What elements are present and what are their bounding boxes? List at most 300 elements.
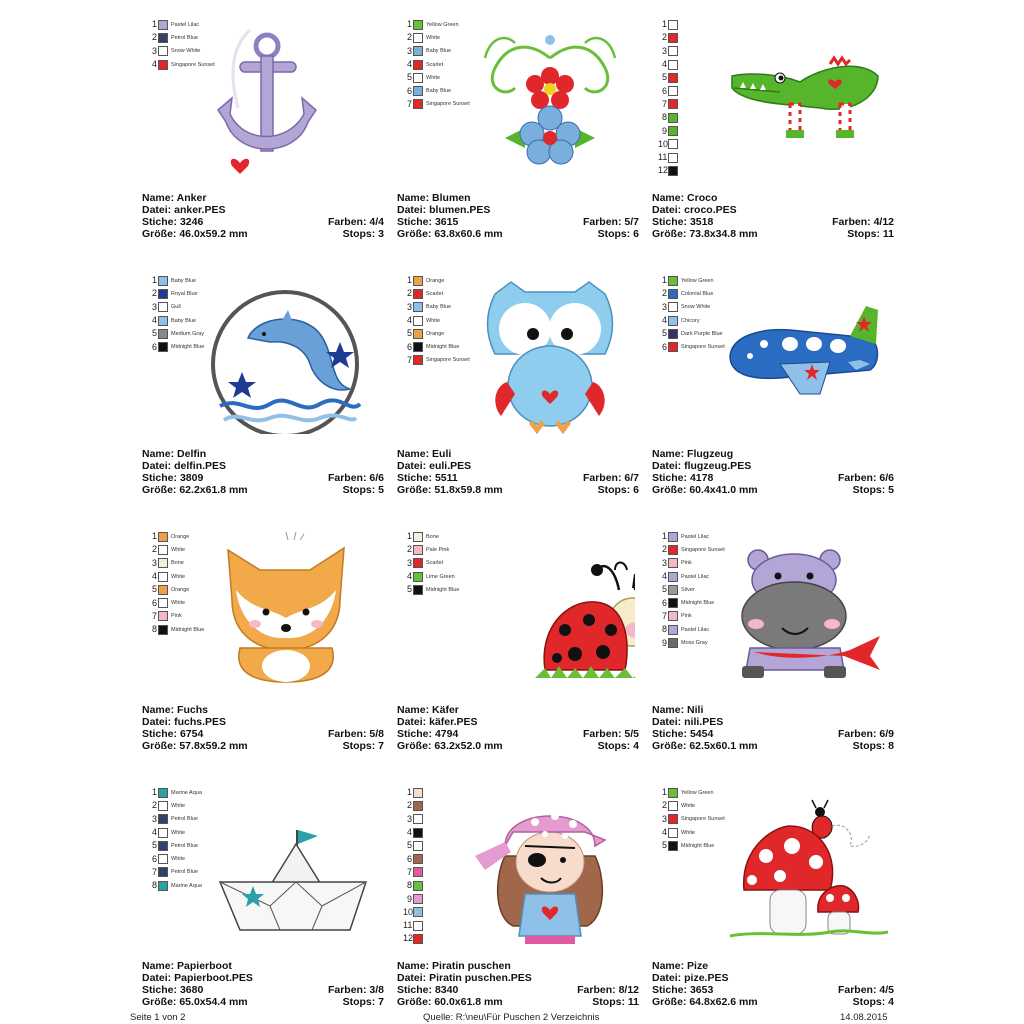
color-swatch bbox=[158, 625, 168, 635]
file-line bbox=[397, 460, 639, 472]
thread-row bbox=[148, 799, 202, 812]
page-number: Seite 1 von 2 bbox=[130, 1012, 186, 1023]
stitches-label: Stiche: bbox=[397, 472, 433, 484]
color-swatch bbox=[158, 814, 168, 824]
stitches-line bbox=[652, 728, 894, 740]
pirate-girl-icon bbox=[465, 786, 635, 946]
design-card-croco bbox=[650, 0, 905, 256]
crocodile-icon bbox=[720, 18, 890, 178]
thread-row bbox=[148, 274, 204, 287]
thread-color-name: Midnight Blue bbox=[681, 842, 715, 849]
file-label: Datei: bbox=[652, 716, 682, 728]
stitches-label: Stiche: bbox=[652, 984, 688, 996]
thread-number: 12 bbox=[403, 933, 414, 944]
design-card-papierboot bbox=[140, 768, 395, 1024]
size-label: Größe: bbox=[397, 996, 432, 1008]
thread-color-name: Medium Gray bbox=[171, 330, 205, 337]
thread-number: 2 bbox=[406, 544, 412, 555]
color-swatch bbox=[413, 99, 423, 109]
thread-color-name: Snow White bbox=[171, 48, 201, 55]
color-swatch bbox=[413, 532, 423, 542]
thread-number: 7 bbox=[406, 354, 412, 365]
thread-number: 8 bbox=[661, 624, 667, 635]
stitches-line bbox=[142, 728, 384, 740]
name-line bbox=[652, 704, 894, 716]
size-label: Größe: bbox=[652, 996, 687, 1008]
color-swatch bbox=[158, 20, 168, 30]
color-swatch bbox=[668, 86, 678, 96]
thread-row bbox=[403, 543, 459, 556]
thread-number: 6 bbox=[661, 85, 667, 96]
thread-row bbox=[403, 31, 470, 44]
stitch-count: 5511 bbox=[434, 472, 458, 484]
color-swatch bbox=[413, 907, 423, 917]
thread-row bbox=[658, 610, 725, 623]
thread-number: 1 bbox=[406, 19, 412, 30]
design-name: Anker bbox=[176, 192, 207, 204]
thread-color-name: Baby Blue bbox=[426, 88, 452, 95]
thread-number: 3 bbox=[661, 45, 667, 56]
design-name: Fuchs bbox=[177, 704, 208, 716]
stitches-label: Stiche: bbox=[142, 472, 178, 484]
thread-list bbox=[148, 530, 204, 636]
thread-number: 11 bbox=[403, 920, 413, 931]
thread-number: 7 bbox=[406, 866, 412, 877]
thread-row bbox=[658, 839, 725, 852]
thread-color-name: Yellow Green bbox=[681, 789, 714, 796]
color-swatch bbox=[413, 828, 423, 838]
color-swatch bbox=[158, 532, 168, 542]
color-swatch bbox=[158, 329, 168, 339]
thread-number: 1 bbox=[151, 19, 157, 30]
thread-row bbox=[148, 570, 204, 583]
thread-row bbox=[658, 58, 681, 71]
thread-number: 4 bbox=[661, 827, 667, 838]
stitch-count: 3615 bbox=[434, 216, 459, 228]
design-info bbox=[142, 960, 384, 1008]
file-line bbox=[397, 716, 639, 728]
thread-number: 4 bbox=[151, 571, 157, 582]
thread-row bbox=[658, 71, 681, 84]
stitch-count: 4794 bbox=[434, 728, 459, 740]
colors-label: Farben: bbox=[837, 728, 877, 740]
design-file: euli.PES bbox=[429, 460, 472, 472]
thread-number: 10 bbox=[658, 138, 669, 149]
thread-number: 8 bbox=[151, 624, 157, 635]
thread-color-name: Midnight Blue bbox=[426, 586, 460, 593]
fox-icon bbox=[210, 530, 380, 690]
stops-label: Stops: bbox=[597, 228, 631, 240]
color-swatch bbox=[158, 33, 168, 43]
thread-row bbox=[403, 799, 426, 812]
thread-color-name: Dark Purple Blue bbox=[681, 330, 723, 337]
color-swatch bbox=[158, 867, 168, 877]
design-size: 64.8x62.6 mm bbox=[689, 996, 758, 1008]
thread-row bbox=[658, 124, 681, 137]
color-swatch bbox=[413, 854, 423, 864]
thread-color-name: Baby Blue bbox=[426, 48, 452, 55]
color-swatch bbox=[413, 934, 423, 944]
thread-number: 3 bbox=[151, 813, 157, 824]
stops-label: Stops: bbox=[852, 484, 886, 496]
thread-row bbox=[403, 866, 426, 879]
stitches-line bbox=[652, 216, 894, 228]
stitches-line bbox=[652, 984, 894, 996]
stop-count: 11 bbox=[627, 996, 639, 1008]
thread-color-name: Scarlet bbox=[426, 560, 444, 567]
name-label: Name: bbox=[142, 448, 175, 460]
thread-row bbox=[403, 84, 470, 97]
thread-row bbox=[148, 314, 204, 327]
thread-color-name: White bbox=[426, 74, 441, 81]
color-swatch bbox=[158, 276, 168, 286]
name-line bbox=[397, 960, 639, 972]
thread-row bbox=[403, 557, 459, 570]
file-label: Datei: bbox=[397, 972, 427, 984]
thread-row bbox=[403, 919, 426, 932]
name-line bbox=[142, 448, 384, 460]
thread-number: 6 bbox=[406, 853, 412, 864]
thread-number: 3 bbox=[151, 557, 157, 568]
color-swatch bbox=[413, 302, 423, 312]
design-file: käfer.PES bbox=[429, 716, 478, 728]
colors-label: Farben: bbox=[577, 984, 616, 996]
thread-color-name: Yellow Green bbox=[426, 21, 459, 28]
file-label: Datei: bbox=[652, 972, 682, 984]
thread-row bbox=[403, 932, 426, 945]
file-line bbox=[652, 716, 894, 728]
ladybug-icon bbox=[465, 530, 635, 690]
design-card-kaefer bbox=[395, 512, 650, 768]
thread-number: 5 bbox=[151, 584, 157, 595]
thread-number: 8 bbox=[661, 112, 667, 123]
design-info bbox=[142, 704, 384, 752]
thread-number: 3 bbox=[406, 45, 412, 56]
color-count: 6/6 bbox=[369, 472, 384, 484]
thread-row bbox=[403, 314, 470, 327]
thread-number: 1 bbox=[151, 531, 157, 542]
thread-number: 5 bbox=[406, 840, 412, 851]
design-card-blumen bbox=[395, 0, 650, 256]
size-label: Größe: bbox=[142, 740, 177, 752]
design-size: 62.2x61.8 mm bbox=[179, 484, 248, 496]
design-size: 63.2x52.0 mm bbox=[434, 740, 503, 752]
thread-number: 4 bbox=[406, 59, 412, 70]
thread-number: 2 bbox=[406, 288, 412, 299]
thread-number: 4 bbox=[406, 571, 412, 582]
stitches-label: Stiche: bbox=[142, 728, 178, 740]
anchor-icon bbox=[210, 18, 380, 178]
thread-number: 1 bbox=[661, 19, 667, 30]
name-line bbox=[142, 704, 384, 716]
thread-color-name: Singapore Sunset bbox=[171, 61, 215, 68]
thread-number: 3 bbox=[406, 301, 412, 312]
size-label: Größe: bbox=[397, 228, 432, 240]
thread-color-name: Marine Aqua bbox=[171, 882, 202, 889]
thread-row bbox=[403, 354, 470, 367]
thread-number: 3 bbox=[406, 813, 412, 824]
design-size: 60.4x41.0 mm bbox=[689, 484, 758, 496]
thread-number: 3 bbox=[151, 301, 157, 312]
thread-row bbox=[148, 839, 202, 852]
color-swatch bbox=[668, 638, 678, 648]
stop-count: 4 bbox=[888, 996, 894, 1008]
thread-number: 2 bbox=[151, 800, 157, 811]
thread-number: 5 bbox=[661, 328, 667, 339]
design-size: 51.8x59.8 mm bbox=[434, 484, 503, 496]
thread-number: 6 bbox=[151, 853, 157, 864]
color-swatch bbox=[668, 788, 678, 798]
thread-number: 5 bbox=[661, 584, 667, 595]
thread-number: 1 bbox=[661, 275, 667, 286]
thread-number: 9 bbox=[406, 893, 412, 904]
stop-count: 4 bbox=[633, 740, 639, 752]
file-line bbox=[397, 972, 639, 984]
color-swatch bbox=[668, 841, 678, 851]
thread-color-name: White bbox=[681, 802, 696, 809]
color-swatch bbox=[413, 894, 423, 904]
file-line bbox=[142, 460, 384, 472]
thread-color-name: Midnight Blue bbox=[171, 626, 205, 633]
stop-count: 5 bbox=[888, 484, 894, 496]
thread-row bbox=[148, 31, 215, 44]
design-file: Papierboot.PES bbox=[174, 972, 253, 984]
name-label: Name: bbox=[652, 192, 685, 204]
file-label: Datei: bbox=[652, 460, 682, 472]
design-name: Käfer bbox=[432, 704, 459, 716]
thread-number: 3 bbox=[661, 557, 667, 568]
stitches-label: Stiche: bbox=[397, 216, 433, 228]
thread-color-name: Chicory bbox=[681, 317, 700, 324]
size-label: Größe: bbox=[397, 484, 432, 496]
thread-row bbox=[148, 58, 215, 71]
color-swatch bbox=[413, 585, 423, 595]
thread-row bbox=[658, 84, 681, 97]
file-line bbox=[652, 204, 894, 216]
thread-number: 7 bbox=[661, 98, 667, 109]
thread-number: 5 bbox=[661, 72, 667, 83]
thread-color-name: Royal Blue bbox=[171, 290, 198, 297]
thread-number: 6 bbox=[151, 341, 157, 352]
thread-color-name: Orange bbox=[426, 330, 445, 337]
size-line bbox=[142, 740, 384, 752]
colors-label: Farben: bbox=[832, 216, 871, 228]
color-count: 8/12 bbox=[618, 984, 639, 996]
color-swatch bbox=[158, 46, 168, 56]
paper-boat-icon bbox=[210, 786, 380, 946]
design-file: delfin.PES bbox=[174, 460, 227, 472]
thread-row bbox=[403, 786, 426, 799]
thread-row bbox=[658, 18, 681, 31]
thread-number: 9 bbox=[661, 125, 667, 136]
color-count: 3/8 bbox=[369, 984, 384, 996]
thread-number: 4 bbox=[151, 59, 157, 70]
thread-color-name: Lime Green bbox=[426, 573, 455, 580]
thread-row bbox=[403, 852, 426, 865]
thread-color-name: Singapore Sunset bbox=[426, 357, 470, 364]
thread-color-name: Marine Aqua bbox=[171, 789, 202, 796]
name-label: Name: bbox=[652, 448, 685, 460]
thread-color-name: White bbox=[171, 802, 186, 809]
size-label: Größe: bbox=[142, 484, 177, 496]
color-swatch bbox=[668, 153, 678, 163]
color-swatch bbox=[413, 73, 423, 83]
size-line bbox=[652, 996, 894, 1008]
color-swatch bbox=[158, 316, 168, 326]
design-file: pize.PES bbox=[684, 972, 729, 984]
thread-number: 2 bbox=[661, 288, 667, 299]
thread-row bbox=[403, 879, 426, 892]
name-label: Name: bbox=[142, 704, 175, 716]
thread-row bbox=[403, 45, 470, 58]
thread-number: 7 bbox=[151, 610, 157, 621]
thread-color-name: Baby Blue bbox=[171, 317, 197, 324]
color-swatch bbox=[668, 585, 678, 595]
thread-number: 5 bbox=[151, 840, 157, 851]
color-swatch bbox=[668, 801, 678, 811]
color-count: 6/9 bbox=[879, 728, 894, 740]
thread-number: 7 bbox=[151, 866, 157, 877]
stitches-label: Stiche: bbox=[397, 984, 433, 996]
color-swatch bbox=[668, 166, 678, 176]
thread-color-name: Singapore Sunset bbox=[681, 816, 725, 823]
thread-row bbox=[403, 18, 470, 31]
color-count: 4/12 bbox=[873, 216, 894, 228]
thread-number: 12 bbox=[658, 165, 669, 176]
file-line bbox=[142, 716, 384, 728]
stop-count: 5 bbox=[378, 484, 384, 496]
color-swatch bbox=[413, 46, 423, 56]
design-card-pize bbox=[650, 768, 905, 1024]
color-swatch bbox=[413, 289, 423, 299]
thread-row bbox=[658, 98, 681, 111]
thread-row bbox=[658, 314, 725, 327]
design-file: croco.PES bbox=[684, 204, 737, 216]
thread-row bbox=[658, 543, 725, 556]
stop-count: 7 bbox=[378, 740, 384, 752]
stitches-line bbox=[142, 472, 384, 484]
stitch-count: 3518 bbox=[689, 216, 714, 228]
design-info bbox=[142, 192, 384, 240]
name-label: Name: bbox=[652, 704, 685, 716]
stop-count: 7 bbox=[378, 996, 384, 1008]
file-label: Datei: bbox=[397, 204, 427, 216]
design-file: fuchs.PES bbox=[174, 716, 227, 728]
thread-row bbox=[658, 164, 681, 177]
thread-row bbox=[148, 287, 204, 300]
color-swatch bbox=[413, 545, 423, 555]
colors-label: Farben: bbox=[837, 472, 877, 484]
thread-number: 2 bbox=[661, 800, 667, 811]
color-count: 5/5 bbox=[624, 728, 639, 740]
design-info bbox=[652, 960, 894, 1008]
stitches-label: Stiche: bbox=[142, 984, 178, 996]
colors-label: Farben: bbox=[582, 472, 622, 484]
name-label: Name: bbox=[652, 960, 685, 972]
thread-row bbox=[148, 852, 202, 865]
file-label: Datei: bbox=[142, 972, 172, 984]
thread-color-name: Gull bbox=[171, 304, 181, 311]
color-swatch bbox=[158, 801, 168, 811]
name-line bbox=[142, 960, 384, 972]
thread-color-name: Petrol Blue bbox=[171, 869, 198, 876]
thread-number: 6 bbox=[406, 85, 412, 96]
stitch-count: 3653 bbox=[689, 984, 714, 996]
thread-number: 8 bbox=[151, 880, 157, 891]
file-label: Datei: bbox=[652, 204, 682, 216]
thread-color-name: Midnight Blue bbox=[171, 344, 205, 351]
design-card-delfin bbox=[140, 256, 395, 512]
thread-color-name: Petrol Blue bbox=[171, 816, 198, 823]
thread-row bbox=[148, 826, 202, 839]
thread-row bbox=[403, 58, 470, 71]
name-label: Name: bbox=[142, 960, 175, 972]
size-line bbox=[652, 228, 894, 240]
color-count: 6/6 bbox=[879, 472, 894, 484]
thread-row bbox=[403, 98, 470, 111]
color-swatch bbox=[668, 99, 678, 109]
design-file: anker.PES bbox=[174, 204, 226, 216]
thread-color-name: Midnight Blue bbox=[426, 344, 460, 351]
thread-row bbox=[148, 327, 204, 340]
thread-row bbox=[658, 570, 725, 583]
design-size: 63.8x60.6 mm bbox=[434, 228, 503, 240]
size-line bbox=[652, 484, 894, 496]
size-label: Größe: bbox=[142, 996, 177, 1008]
thread-number: 6 bbox=[661, 341, 667, 352]
thread-number: 2 bbox=[151, 288, 157, 299]
thread-list bbox=[658, 274, 725, 354]
color-swatch bbox=[413, 814, 423, 824]
design-file: nili.PES bbox=[684, 716, 724, 728]
color-swatch bbox=[668, 139, 678, 149]
stop-count: 8 bbox=[888, 740, 894, 752]
design-file: blumen.PES bbox=[429, 204, 491, 216]
thread-number: 5 bbox=[406, 328, 412, 339]
thread-row bbox=[658, 340, 725, 353]
mushroom-icon bbox=[720, 786, 890, 946]
thread-color-name: Bone bbox=[171, 560, 184, 567]
thread-list bbox=[403, 18, 470, 111]
thread-color-name: Midnight Blue bbox=[681, 600, 715, 607]
color-swatch bbox=[668, 20, 678, 30]
color-swatch bbox=[668, 73, 678, 83]
thread-color-name: Moss Gray bbox=[681, 640, 708, 647]
design-size: 46.0x59.2 mm bbox=[179, 228, 248, 240]
thread-number: 2 bbox=[661, 544, 667, 555]
thread-row bbox=[403, 327, 470, 340]
size-line bbox=[142, 228, 384, 240]
design-info bbox=[652, 704, 894, 752]
thread-row bbox=[403, 570, 459, 583]
stops-label: Stops: bbox=[852, 740, 886, 752]
name-line bbox=[652, 192, 894, 204]
design-card-nili bbox=[650, 512, 905, 768]
thread-row bbox=[658, 813, 725, 826]
thread-row bbox=[403, 274, 470, 287]
name-label: Name: bbox=[397, 960, 430, 972]
design-card-piratin bbox=[395, 768, 650, 1024]
thread-row bbox=[403, 839, 426, 852]
stops-label: Stops: bbox=[852, 996, 886, 1008]
thread-list bbox=[403, 786, 426, 946]
design-name: Nili bbox=[687, 704, 704, 716]
thread-row bbox=[148, 623, 204, 636]
thread-color-name: Scarlet bbox=[426, 61, 444, 68]
size-line bbox=[397, 228, 639, 240]
color-swatch bbox=[158, 598, 168, 608]
design-info bbox=[397, 960, 639, 1008]
